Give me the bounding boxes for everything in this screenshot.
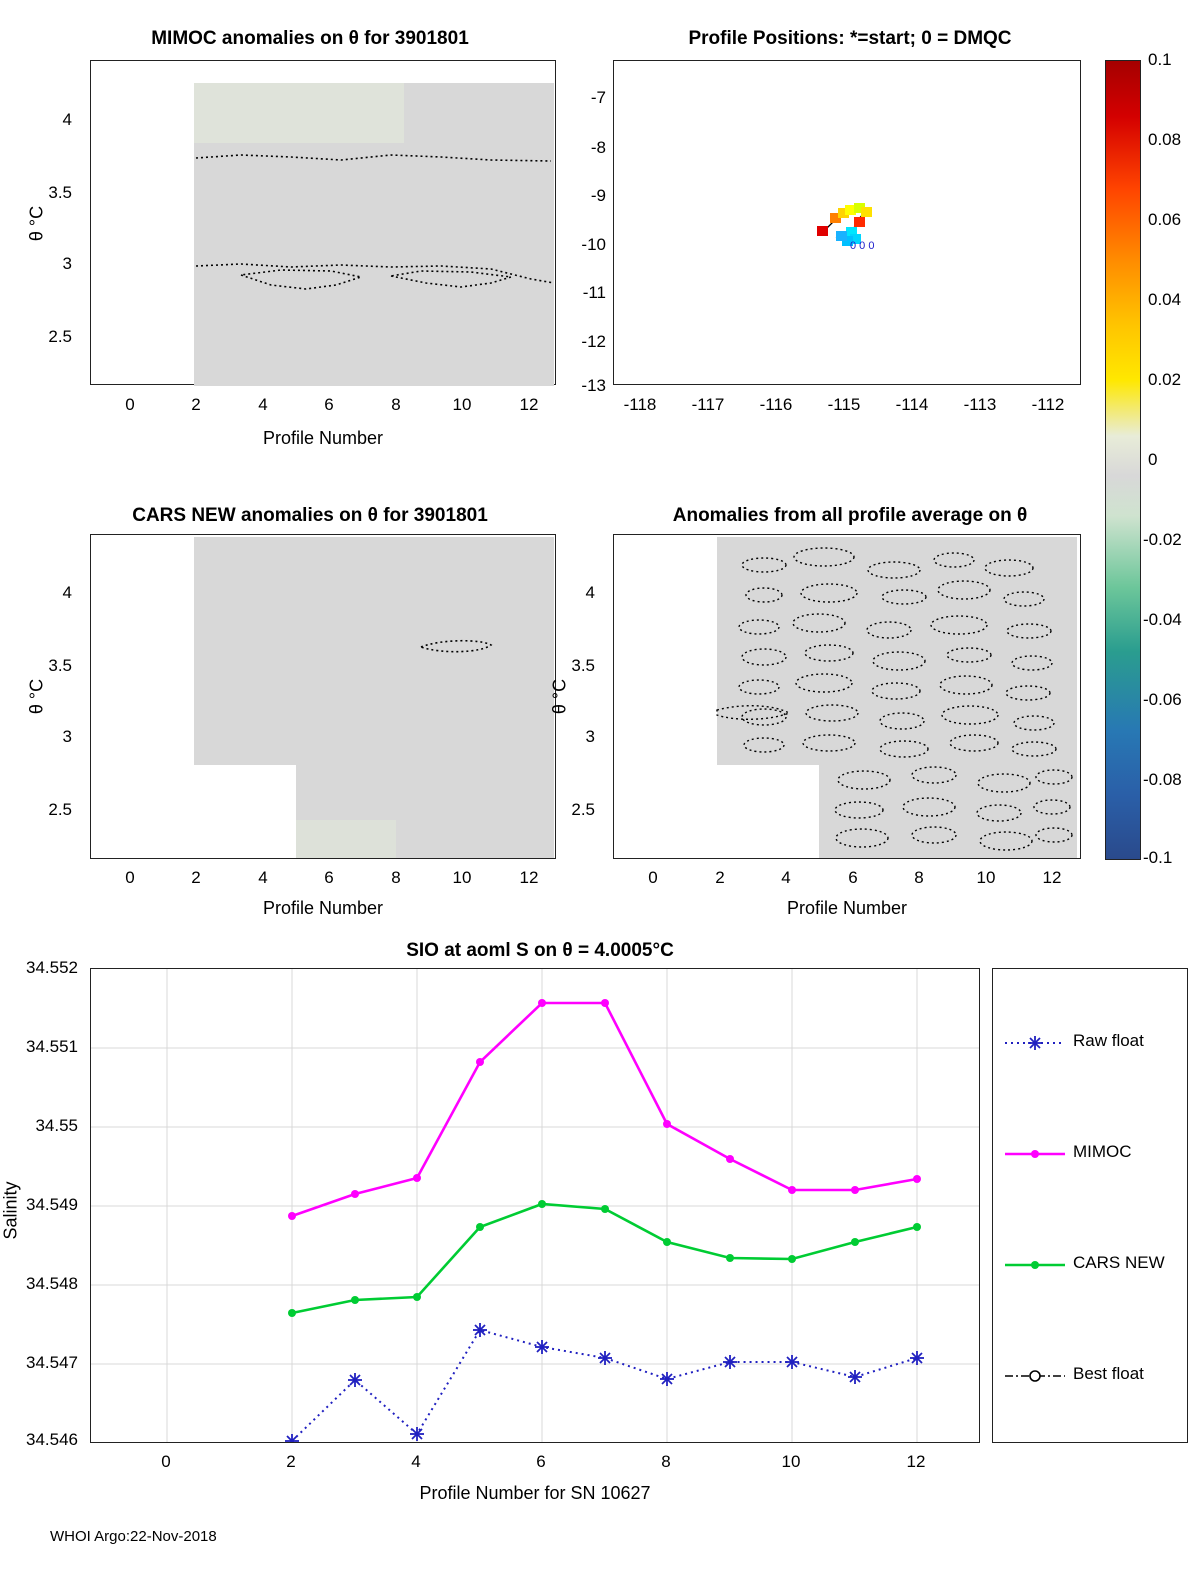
panel-salinity-xtick-5: 10 [781, 1452, 801, 1471]
legend-item-mimoc: MIMOC [1073, 1142, 1132, 1161]
panel-positions-xtick-5: -113 [963, 395, 997, 414]
colorbar-tick-5: 0 [1148, 450, 1158, 469]
panel-mimoc-xlabel: Profile Number [262, 428, 384, 448]
panel-average-ylabel: θ °C [549, 678, 570, 715]
panel-cars-title: CARS NEW anomalies on θ for 3901801 [132, 505, 488, 526]
panel-mimoc-axes [90, 60, 556, 385]
panel-average-xtick-2: 4 [781, 868, 791, 887]
colorbar-tick-1: 0.08 [1148, 130, 1182, 149]
panel-mimoc-contours [91, 61, 555, 384]
panel-average-xtick-6: 12 [1042, 868, 1062, 887]
panel-salinity-xlabel: Profile Number for SN 10627 [419, 1483, 651, 1503]
panel-positions-xtick-1: -117 [691, 395, 725, 414]
legend [992, 968, 1188, 1443]
panel-salinity-xtick-3: 6 [536, 1452, 546, 1471]
panel-salinity-ylabel: Salinity [0, 1181, 21, 1240]
colorbar-tick-6: -0.02 [1143, 530, 1182, 549]
panel-cars-xlabel: Profile Number [262, 898, 384, 918]
panel-average-xtick-3: 6 [848, 868, 858, 887]
panel-average-ytick-3: 2.5 [571, 800, 595, 819]
panel-average-xtick-0: 0 [648, 868, 658, 887]
panel-positions-xtick-6: -112 [1031, 395, 1065, 414]
panel-cars-xtick-3: 6 [324, 868, 334, 887]
svg-text:0 0 0: 0 0 0 [850, 240, 875, 252]
panel-salinity-xtick-1: 2 [286, 1452, 296, 1471]
panel-positions-title: Profile Positions: *=start; 0 = DMQC [688, 28, 1012, 49]
panel-average-xtick-4: 8 [914, 868, 924, 887]
panel-mimoc-ytick-3: 2.5 [48, 327, 72, 346]
panel-mimoc-ytick-1: 3.5 [48, 183, 72, 202]
legend-item-best-float: Best float [1073, 1364, 1144, 1383]
panel-mimoc-ytick-0: 4 [62, 110, 72, 129]
panel-salinity-ytick-1: 34.551 [26, 1037, 78, 1056]
colorbar-tick-0: 0.1 [1148, 50, 1172, 69]
panel-average-xtick-1: 2 [715, 868, 725, 887]
panel-positions-xtick-2: -116 [759, 395, 793, 414]
panel-cars-xtick-0: 0 [125, 868, 135, 887]
panel-mimoc-ylabel: θ °C [26, 205, 47, 242]
panel-positions-ytick-4: -11 [582, 283, 606, 302]
panel-mimoc-xtick-5: 10 [452, 395, 472, 414]
panel-positions-xtick-4: -114 [895, 395, 929, 414]
panel-mimoc-xtick-1: 2 [191, 395, 201, 414]
panel-salinity-ytick-0: 34.552 [26, 958, 78, 977]
panel-cars-contours [91, 535, 555, 858]
panel-positions-ytick-1: -8 [590, 138, 606, 157]
panel-salinity-xtick-6: 12 [906, 1452, 926, 1471]
colorbar-tick-4: 0.02 [1148, 370, 1182, 389]
panel-mimoc-xtick-3: 6 [324, 395, 334, 414]
colorbar-tick-3: 0.04 [1148, 290, 1182, 309]
panel-salinity-ytick-5: 34.547 [26, 1353, 78, 1372]
panel-mimoc-xtick-2: 4 [258, 395, 268, 414]
panel-salinity-xtick-4: 8 [661, 1452, 671, 1471]
panel-average-contours [614, 535, 1080, 858]
panel-cars-xtick-5: 10 [452, 868, 472, 887]
panel-cars-xtick-1: 2 [191, 868, 201, 887]
footer-credit: WHOI Argo:22-Nov-2018 [50, 1528, 217, 1545]
panel-cars-ytick-0: 4 [62, 583, 72, 602]
panel-positions-ytick-3: -10 [581, 235, 606, 254]
panel-positions-ytick-2: -9 [590, 186, 606, 205]
panel-positions-ytick-6: -13 [581, 376, 606, 395]
panel-positions-axes [613, 60, 1081, 385]
panel-positions-ytick-0: -7 [590, 88, 606, 107]
legend-item-raw-float: Raw float [1073, 1031, 1144, 1050]
panel-salinity-axes [90, 968, 980, 1443]
panel-positions-xtick-3: -115 [827, 395, 861, 414]
panel-mimoc-xtick-4: 8 [391, 395, 401, 414]
panel-average-ytick-2: 3 [585, 727, 595, 746]
panel-mimoc-ytick-2: 3 [62, 254, 72, 273]
colorbar-gradient [1105, 60, 1141, 860]
panel-salinity-xtick-0: 0 [161, 1452, 171, 1471]
panel-salinity-ytick-3: 34.549 [26, 1195, 78, 1214]
panel-cars-axes [90, 534, 556, 859]
panel-average-ytick-0: 4 [585, 583, 595, 602]
panel-salinity-title: SIO at aoml S on θ = 4.0005°C [406, 940, 674, 961]
panel-salinity-xtick-2: 4 [411, 1452, 421, 1471]
panel-cars-xtick-2: 4 [258, 868, 268, 887]
panel-positions-xtick-0: -118 [623, 395, 657, 414]
legend-item-cars-new: CARS NEW [1073, 1253, 1165, 1272]
panel-mimoc-title: MIMOC anomalies on θ for 3901801 [151, 28, 469, 49]
panel-salinity-ytick-2: 34.55 [35, 1116, 78, 1135]
panel-average-ytick-1: 3.5 [571, 656, 595, 675]
panel-average-xtick-5: 10 [976, 868, 996, 887]
panel-salinity-plot [91, 969, 979, 1442]
panel-cars-ytick-2: 3 [62, 727, 72, 746]
panel-cars-ylabel: θ °C [26, 678, 47, 715]
panel-cars-ytick-3: 2.5 [48, 800, 72, 819]
colorbar-tick-7: -0.04 [1143, 610, 1182, 629]
panel-cars-ytick-1: 3.5 [48, 656, 72, 675]
colorbar-tick-8: -0.06 [1143, 690, 1182, 709]
panel-positions-ytick-5: -12 [581, 332, 606, 351]
panel-salinity-ytick-6: 34.546 [26, 1430, 78, 1449]
panel-cars-xtick-4: 8 [391, 868, 401, 887]
colorbar-tick-2: 0.06 [1148, 210, 1182, 229]
colorbar-tick-9: -0.08 [1143, 770, 1182, 789]
panel-mimoc-xtick-0: 0 [125, 395, 135, 414]
panel-average-title: Anomalies from all profile average on θ [672, 505, 1028, 526]
panel-salinity-ytick-4: 34.548 [26, 1274, 78, 1293]
panel-mimoc-xtick-6: 12 [519, 395, 539, 414]
colorbar-tick-10: -0.1 [1143, 848, 1173, 867]
panel-average-xlabel: Profile Number [786, 898, 908, 918]
panel-average-axes [613, 534, 1081, 859]
panel-positions-track [614, 61, 1080, 384]
panel-cars-xtick-6: 12 [519, 868, 539, 887]
